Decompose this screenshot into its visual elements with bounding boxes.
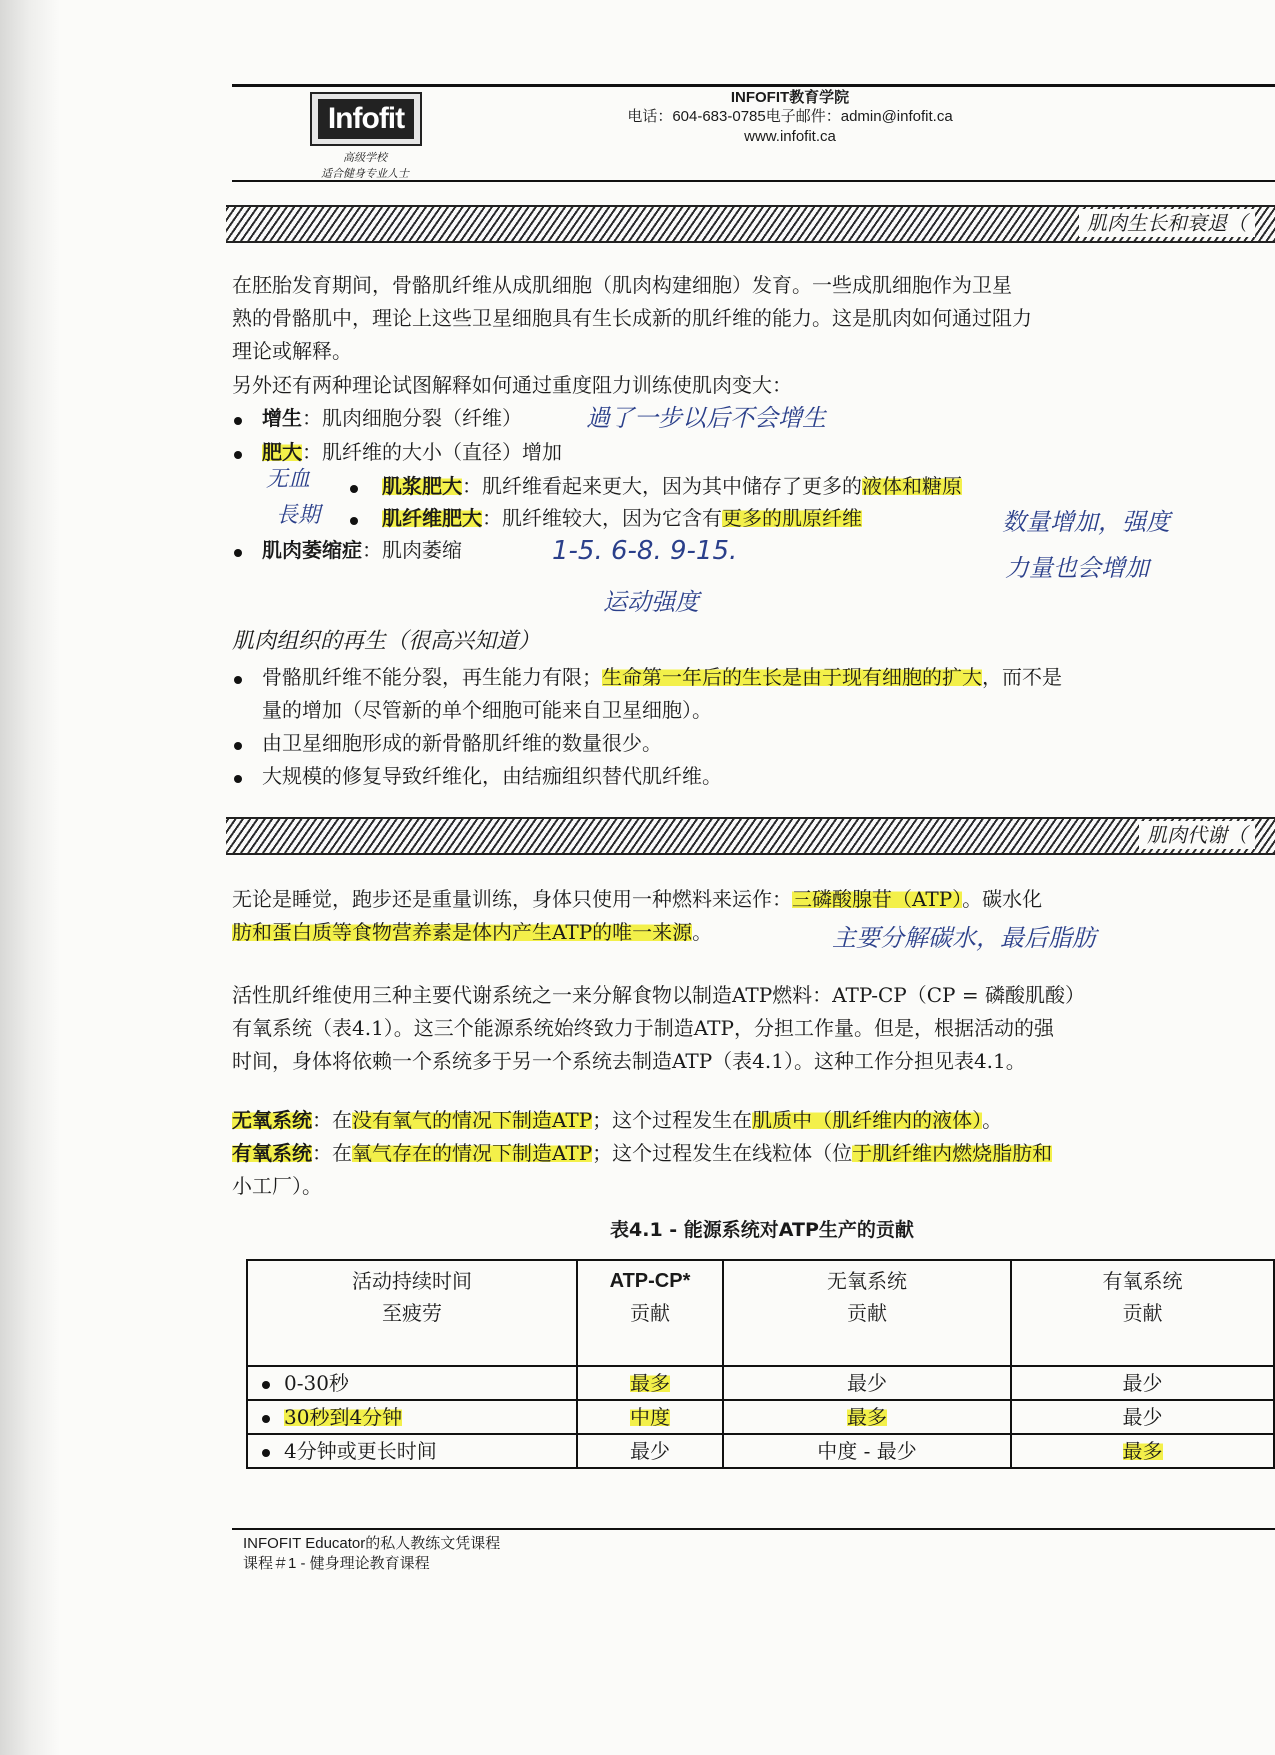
bullet xyxy=(234,742,242,750)
handwritten-note: 1-5. 6-8. 9-15. xyxy=(552,536,738,566)
list-item: 肥大：肌纤维的大小（直径）增加 xyxy=(262,440,562,464)
list-item: 大规模的修复导致纤维化，由结痂组织替代肌纤维。 xyxy=(262,764,722,788)
logo-sub-line-2: 适合健身专业人士 xyxy=(321,167,409,180)
logo-subtitle xyxy=(300,150,430,182)
paragraph-line: 活性肌纤维使用三种主要代谢系统之一来分解食物以制造ATP燃料：ATP-CP（CP = 磷酸肌酸） xyxy=(232,983,1085,1007)
table-cell: 30秒到4分钟 xyxy=(247,1400,577,1434)
section-bar-muscle-growth xyxy=(226,205,1275,243)
footer-rule xyxy=(232,1528,1275,1530)
section-title: 肌肉生长和衰退（ xyxy=(1079,209,1255,237)
paragraph-line: 时间，身体将依赖一个系统多于另一个系统去制造ATP（表4.1）。这种工作分担见表4.1。 xyxy=(232,1049,1026,1073)
header-rule-bottom xyxy=(232,180,1275,182)
table-cell: 最少 xyxy=(723,1366,1011,1400)
footer xyxy=(243,1534,500,1574)
page-edge-shadow xyxy=(0,0,60,1755)
section-bar-muscle-metabolism xyxy=(226,817,1275,855)
bullet xyxy=(262,1415,270,1423)
table-cell: 最少 xyxy=(577,1434,723,1468)
list-item: 肌肉萎缩症：肌肉萎缩 xyxy=(262,538,462,562)
energy-system-table xyxy=(246,1259,1275,1469)
header-rule-top xyxy=(232,84,1275,87)
table-cell: 0-30秒 xyxy=(247,1366,577,1400)
subsection-title: 肌肉组织的再生（很高兴知道） xyxy=(232,629,541,654)
table-header-cell: 无氧系统 贡献 xyxy=(723,1260,1011,1366)
paragraph-line: 无论是睡觉，跑步还是重量训练，身体只使用一种燃料来运作：三磷酸腺苷（ATP）。碳水化 xyxy=(232,887,1043,911)
bullet xyxy=(234,451,242,459)
table-header-cell: 有氧系统 贡献 xyxy=(1011,1260,1274,1366)
table-header-row xyxy=(247,1260,1274,1366)
handwritten-note: 力量也会增加 xyxy=(1005,554,1149,582)
section-title: 肌肉代谢（ xyxy=(1139,821,1255,849)
paragraph-line: 肪和蛋白质等食物营养素是体内产生ATP的唯一来源。 xyxy=(232,920,713,944)
footer-line-1: INFOFIT Educator的私人教练文凭课程 xyxy=(243,1535,501,1552)
handwritten-note: 无血 xyxy=(266,467,311,492)
bullet xyxy=(350,517,358,525)
institution-name: INFOFIT教育学院 xyxy=(730,89,850,106)
table-row xyxy=(247,1434,1274,1468)
table-caption: 表4.1 - 能源系统对ATP生产的贡献 xyxy=(610,1219,914,1241)
table-cell: 中度 xyxy=(577,1400,723,1434)
list-item: 增生：肌肉细胞分裂（纤维） xyxy=(262,406,522,430)
paragraph-line: 熟的骨骼肌中，理论上这些卫星细胞具有生长成新的肌纤维的能力。这是肌肉如何通过阻力 xyxy=(232,306,1032,330)
bullet xyxy=(234,676,242,684)
footer-line-2: 课程＃1 - 健身理论教育课程 xyxy=(243,1555,430,1572)
paragraph-line: 小工厂）。 xyxy=(232,1174,322,1198)
list-item: 骨骼肌纤维不能分裂，再生能力有限；生命第一年后的生长是由于现有细胞的扩大，而不是 xyxy=(262,665,1062,689)
list-item-continuation: 量的增加（尽管新的单个细胞可能来自卫星细胞）。 xyxy=(262,698,712,722)
bullet xyxy=(234,417,242,425)
handwritten-note: 主要分解碳水，最后脂肪 xyxy=(832,924,1096,952)
contact-line: 电话：604-683-0785电子邮件：admin@infofit.ca xyxy=(627,108,953,125)
paragraph-line: 在胚胎发育期间，骨骼肌纤维从成肌细胞（肌肉构建细胞）发育。一些成肌细胞作为卫星 xyxy=(232,273,1012,297)
paragraph-line: 另外还有两种理论试图解释如何通过重度阻力训练使肌肉变大： xyxy=(232,373,792,397)
infofit-logo xyxy=(310,92,422,146)
table-row xyxy=(247,1366,1274,1400)
table-cell: 中度 - 最少 xyxy=(723,1434,1011,1468)
table-cell: 最多 xyxy=(1011,1434,1274,1468)
definition-anaerobic: 无氧系统：在没有氧气的情况下制造ATP；这个过程发生在肌质中（肌纤维内的液体）。 xyxy=(232,1108,1003,1132)
table-cell: 最少 xyxy=(1011,1366,1274,1400)
handwritten-note: 過了一步以后不会增生 xyxy=(586,404,826,432)
sub-list-item: 肌浆肥大：肌纤维看起来更大，因为其中储存了更多的液体和糖原 xyxy=(382,474,962,498)
list-item: 由卫星细胞形成的新骨骼肌纤维的数量很少。 xyxy=(262,731,662,755)
bullet xyxy=(262,1449,270,1457)
table-cell: 最多 xyxy=(577,1366,723,1400)
bullet xyxy=(234,775,242,783)
bullet xyxy=(350,485,358,493)
website: www.infofit.ca xyxy=(744,128,836,145)
table-cell: 4分钟或更长时间 xyxy=(247,1434,577,1468)
logo-text: Infofit xyxy=(318,99,414,139)
paragraph-line: 理论或解释。 xyxy=(232,339,352,363)
table-header-cell: ATP-CP* 贡献 xyxy=(577,1260,723,1366)
handwritten-note: 数量增加，强度 xyxy=(1002,508,1170,536)
sub-list-item: 肌纤维肥大：肌纤维较大，因为它含有更多的肌原纤维 xyxy=(382,506,862,530)
table-cell: 最多 xyxy=(723,1400,1011,1434)
paragraph-line: 有氧系统（表4.1）。这三个能源系统始终致力于制造ATP，分担工作量。但是，根据活动的强 xyxy=(232,1016,1054,1040)
table-cell: 最少 xyxy=(1011,1400,1274,1434)
handwritten-note: 运动强度 xyxy=(603,588,699,616)
definition-aerobic: 有氧系统：在氧气存在的情况下制造ATP；这个过程发生在线粒体（位于肌纤维内燃烧脂肪和 xyxy=(232,1141,1053,1165)
bullet xyxy=(262,1381,270,1389)
table-row xyxy=(247,1400,1274,1434)
bullet xyxy=(234,549,242,557)
institution-block xyxy=(560,88,1020,147)
handwritten-note: 長期 xyxy=(276,503,321,528)
logo-sub-line-1: 高级学校 xyxy=(343,151,387,164)
table-header-cell: 活动持续时间 至疲劳 xyxy=(247,1260,577,1366)
